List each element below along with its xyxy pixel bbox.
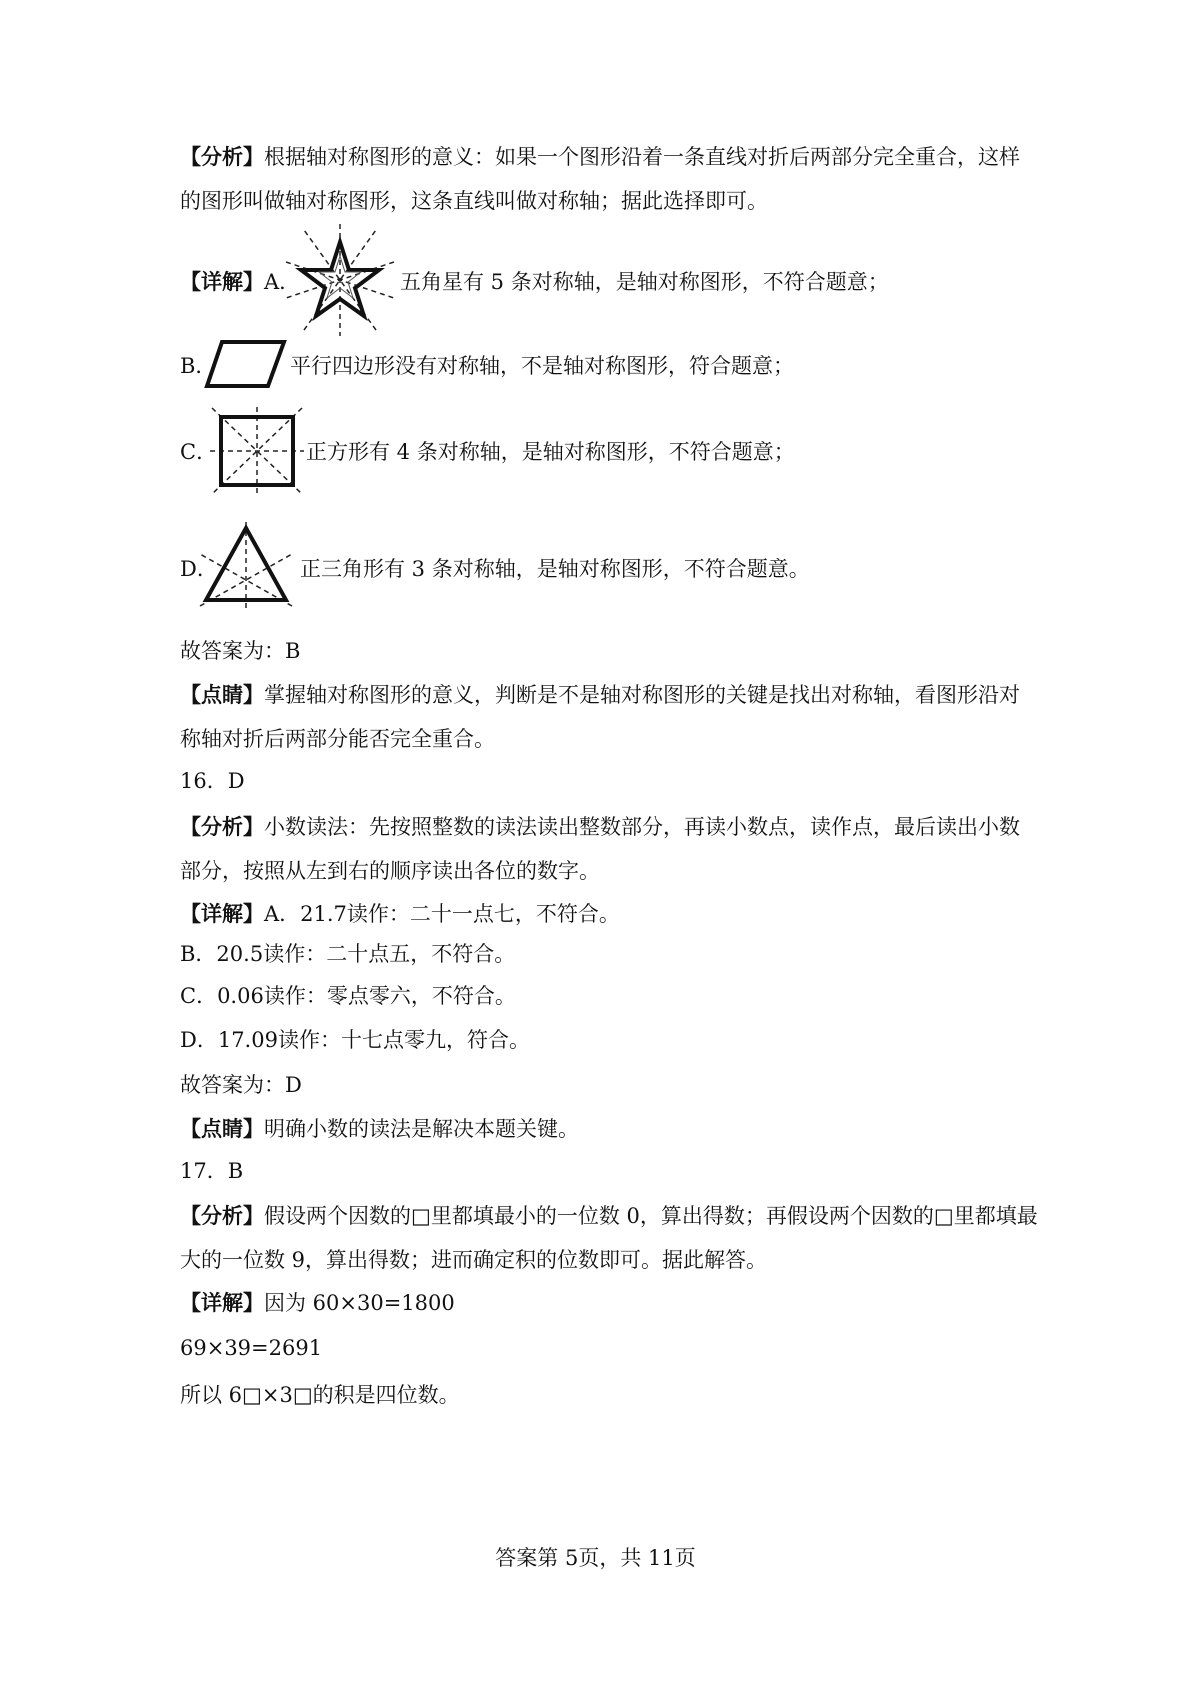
q15-tip-line1 [180, 681, 1020, 709]
q16-heading: 16．D [180, 769, 245, 793]
q15-answer: 故答案为：B [180, 639, 301, 663]
q15-analysis-text1: 根据轴对称图形的意义：如果一个图形沿着一条直线对折后两部分完全重合，这样 [264, 145, 1020, 169]
q17-detail-tag: 【详解】 [180, 1290, 264, 1315]
q16-analysis-line2: 部分，按照从左到右的顺序读出各位的数字。 [180, 859, 600, 883]
q17-detail-line1 [180, 1289, 455, 1317]
q16-tip-tag: 【点睛】 [180, 1116, 264, 1141]
q16-analysis-text1: 小数读法：先按照整数的读法读出整数部分，再读小数点，读作点，最后读出小数 [264, 815, 1020, 839]
q17-analysis-line1 [180, 1202, 1038, 1230]
star-symmetry-icon [282, 222, 398, 338]
q17-detail-line2: 69×39=2691 [180, 1336, 323, 1360]
q15-analysis-line1 [180, 143, 1020, 171]
q15-tip-text1: 掌握轴对称图形的意义，判断是不是轴对称图形的关键是找出对称轴，看图形沿对 [264, 683, 1020, 707]
q15-option-a-label: A． [264, 270, 301, 294]
q16-analysis-tag: 【分析】 [180, 814, 264, 839]
q16-answer: 故答案为：D [180, 1073, 302, 1097]
q15-option-c-label: C． [180, 440, 218, 464]
q15-tip-tag: 【点睛】 [180, 682, 264, 707]
parallelogram-icon [204, 338, 288, 390]
q17-analysis-tag: 【分析】 [180, 1203, 264, 1228]
q16-tip-text: 明确小数的读法是解决本题关键。 [264, 1117, 579, 1141]
q15-tip-line2: 称轴对折后两部分能否完全重合。 [180, 727, 495, 751]
q15-option-a-text: 五角星有 5 条对称轴，是轴对称图形，不符合题意； [400, 270, 889, 294]
q16-detail-line-a [180, 900, 620, 928]
square-symmetry-icon [208, 406, 306, 496]
q15-option-b-text: 平行四边形没有对称轴，不是轴对称图形，符合题意； [290, 354, 794, 378]
q17-analysis-text1: 假设两个因数的□里都填最小的一位数 0，算出得数；再假设两个因数的□里都填最 [264, 1204, 1038, 1228]
q17-analysis-line2: 大的一位数 9，算出得数；进而确定积的位数即可。据此解答。 [180, 1248, 768, 1272]
q15-option-d-text: 正三角形有 3 条对称轴，是轴对称图形，不符合题意。 [300, 557, 810, 581]
q16-detail-a: A．21.7读作：二十一点七，不符合。 [264, 902, 620, 926]
triangle-symmetry-icon [198, 518, 294, 610]
q16-detail-c: C．0.06读作：零点零六，不符合。 [180, 984, 516, 1008]
q17-detail-text1: 因为 60×30=1800 [264, 1291, 455, 1315]
q15-option-b-label: B． [180, 354, 217, 378]
page-footer: 答案第 5页，共 11页 [495, 1546, 696, 1570]
q15-analysis-line2: 的图形叫做轴对称图形，这条直线叫做对称轴；据此选择即可。 [180, 189, 768, 213]
q15-detail-tag: 【详解】 [180, 269, 264, 294]
q16-detail-d: D．17.09读作：十七点零九，符合。 [180, 1028, 530, 1052]
q15-analysis-tag: 【分析】 [180, 144, 264, 169]
q17-detail-line3: 所以 6□×3□的积是四位数。 [180, 1383, 460, 1407]
q15-option-d-label: D． [180, 557, 218, 581]
q16-tip-line [180, 1115, 579, 1143]
q16-detail-tag: 【详解】 [180, 901, 264, 926]
q16-detail-b: B．20.5读作：二十点五，不符合。 [180, 942, 516, 966]
q16-analysis-line1 [180, 813, 1020, 841]
q17-heading: 17．B [180, 1159, 244, 1183]
q15-option-c-text: 正方形有 4 条对称轴，是轴对称图形，不符合题意； [306, 440, 795, 464]
